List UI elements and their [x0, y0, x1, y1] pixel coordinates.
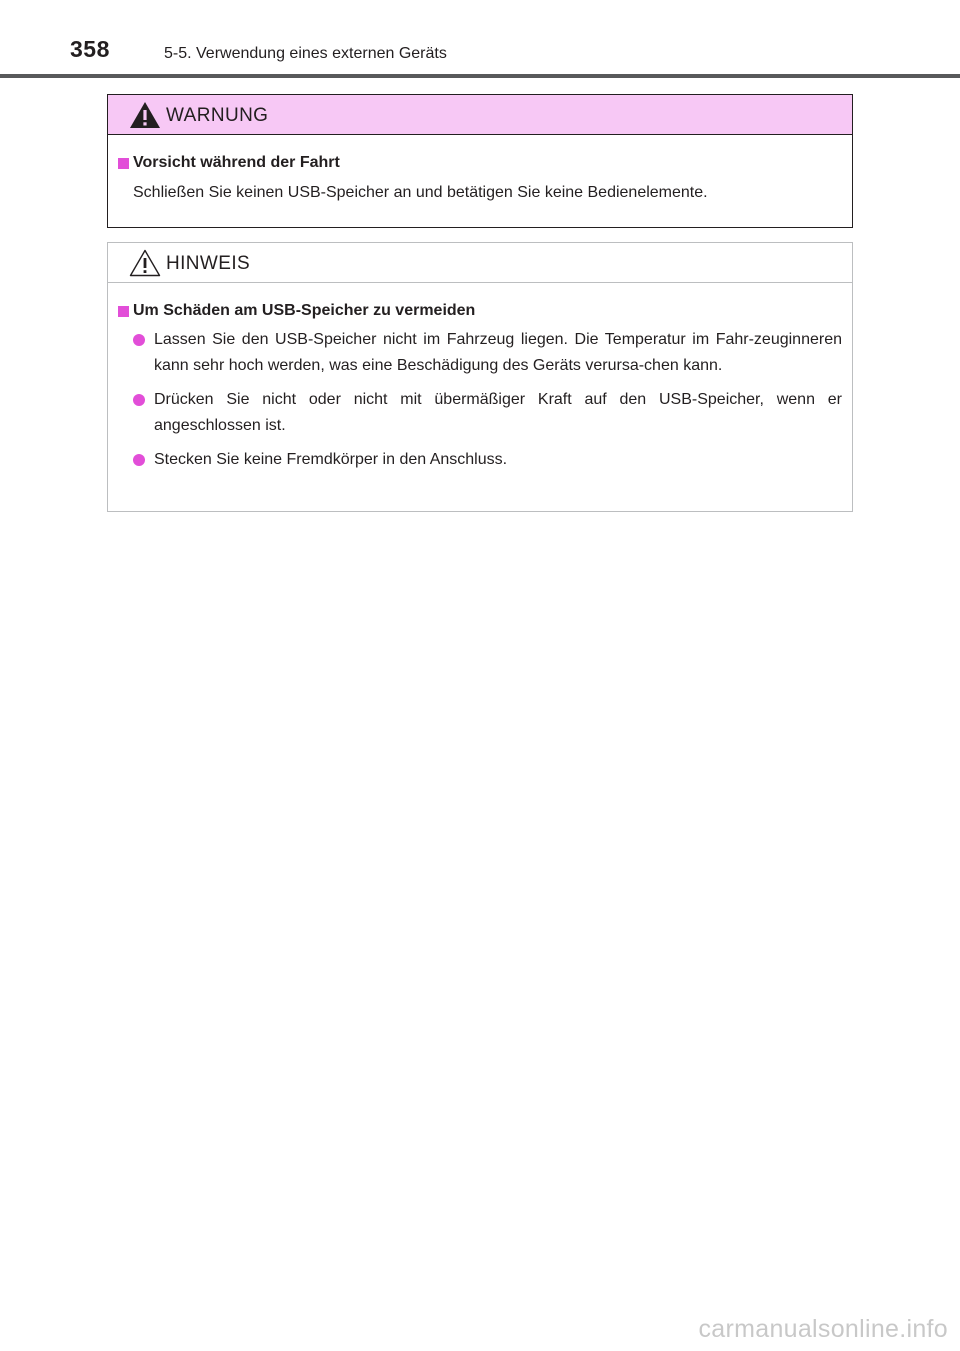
notice-box-body	[108, 283, 852, 473]
section-title: 5-5. Verwendung eines externen Geräts	[164, 45, 447, 62]
warning-box	[107, 94, 853, 228]
warning-label: WARNUNG	[166, 105, 269, 126]
notice-box	[107, 242, 853, 512]
notice-item-title-text: Um Schäden am USB-Speicher zu vermeiden	[133, 302, 476, 319]
square-bullet-icon	[118, 158, 129, 169]
warning-box-header	[108, 95, 852, 135]
list-item	[118, 447, 842, 473]
warning-triangle-filled-icon	[128, 100, 162, 130]
bullet-text: Stecken Sie keine Fremdkörper in den Anschluss.	[154, 451, 508, 468]
page-number: 358	[70, 36, 110, 62]
warning-triangle-outline-icon	[128, 248, 162, 278]
bullet-text: Drücken Sie nicht oder nicht mit übermäßiger Kraft auf den USB-Speicher, wenn er angeschlossen ist.	[154, 391, 842, 434]
bullet-text: Lassen Sie den USB-Speicher nicht im Fahrzeug liegen. Die Temperatur im Fahr-zeuginneren kann sehr hoch werden, was eine Beschädigung des Geräts verursa-chen kann.	[154, 331, 842, 374]
notice-item-title	[118, 299, 842, 323]
page-header	[0, 0, 960, 80]
square-bullet-icon	[118, 306, 129, 317]
warning-item-title-text: Vorsicht während der Fahrt	[133, 154, 340, 171]
notice-box-header	[108, 243, 852, 283]
warning-box-body	[108, 135, 852, 205]
header-rule	[0, 74, 960, 78]
warning-item-text: Schließen Sie keinen USB-Speicher an und betätigen Sie keine Bedienelemente.	[133, 184, 708, 201]
circle-bullet-icon	[133, 454, 145, 466]
notice-bullet-list	[118, 327, 842, 473]
circle-bullet-icon	[133, 334, 145, 346]
watermark: carmanualsonline.info	[698, 1315, 948, 1343]
list-item	[118, 387, 842, 439]
list-item	[118, 327, 842, 379]
circle-bullet-icon	[133, 394, 145, 406]
warning-item-title	[118, 151, 842, 175]
notice-label: HINWEIS	[166, 253, 251, 274]
